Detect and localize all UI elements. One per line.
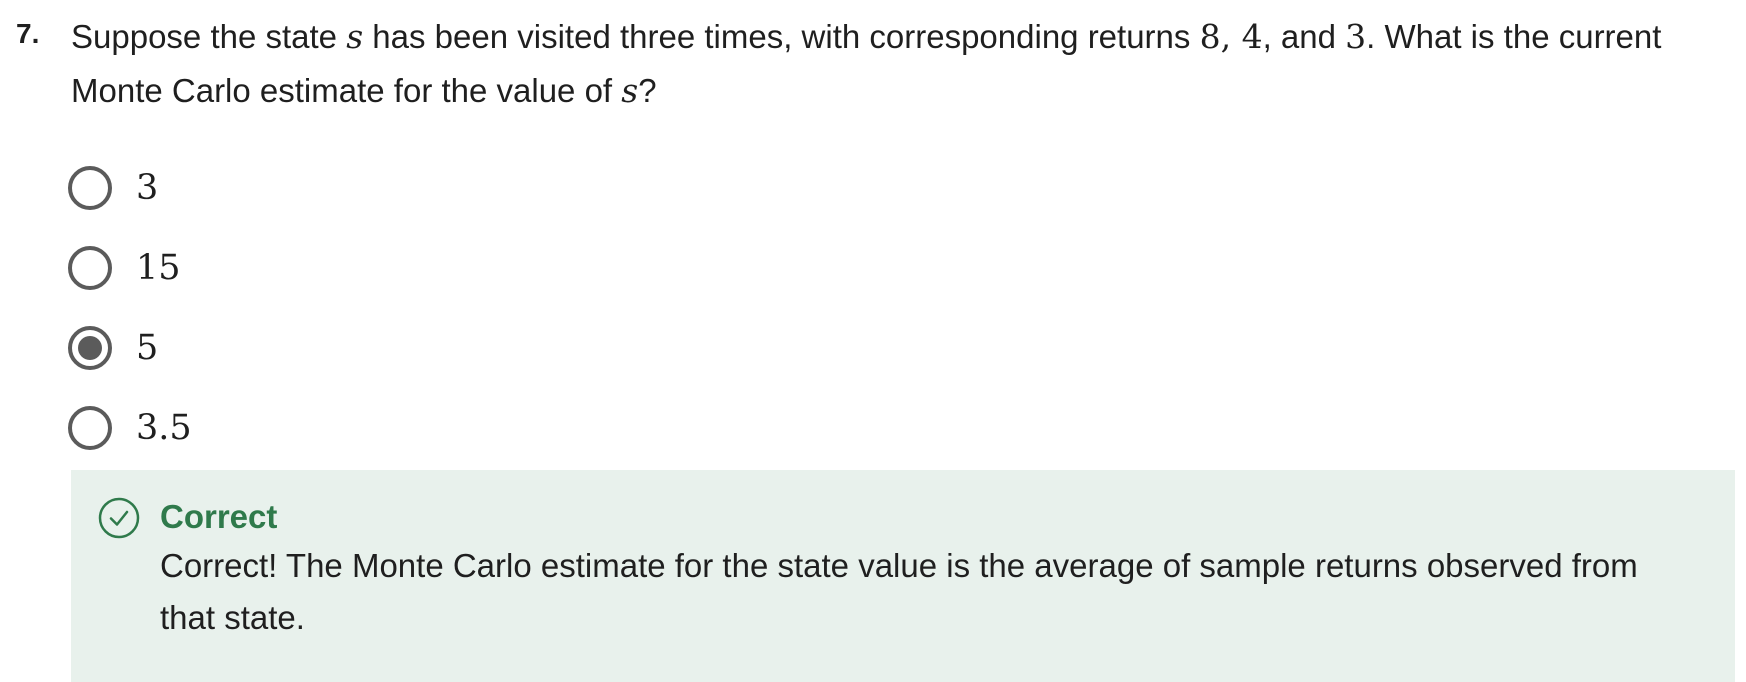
option-label: 3 (136, 168, 159, 208)
check-circle-icon (98, 497, 140, 539)
answer-option-15[interactable] (68, 228, 968, 308)
radio-button[interactable] (68, 166, 112, 210)
question-text-part: Suppose the state (71, 18, 347, 55)
radio-button-selected[interactable] (68, 326, 112, 370)
feedback-text: Correct! The Monte Carlo estimate for the state value is the average of sample returns observed from that state. (160, 547, 1638, 636)
math-return-value: 3 (1345, 17, 1367, 56)
answer-option-5[interactable] (68, 308, 968, 388)
math-variable-s: s (346, 17, 364, 56)
answer-options (68, 148, 968, 468)
question-text-part: has been visited three times, with corresponding returns (363, 18, 1200, 55)
question-text-part: . What is the current Monte Carlo estimate for the value of (71, 18, 1662, 109)
question-text (71, 10, 1691, 118)
math-return-value: 8 (1199, 17, 1221, 56)
radio-selected-dot (78, 336, 102, 360)
radio-button[interactable] (68, 406, 112, 450)
feedback-panel (71, 470, 1735, 682)
math-return-value: 4 (1241, 17, 1263, 56)
option-label: 3.5 (136, 408, 192, 448)
option-label: 15 (136, 248, 181, 288)
math-separator: , (1220, 17, 1242, 56)
question-text-part: , and (1262, 18, 1346, 55)
option-label: 5 (136, 328, 159, 368)
answer-option-3-5[interactable] (68, 388, 968, 468)
feedback-title: Correct (160, 498, 278, 535)
math-variable-s: s (621, 71, 639, 110)
question-text-part: ? (638, 72, 657, 109)
answer-option-3[interactable] (68, 148, 968, 228)
radio-button[interactable] (68, 246, 112, 290)
question-number: 7. (16, 18, 40, 49)
